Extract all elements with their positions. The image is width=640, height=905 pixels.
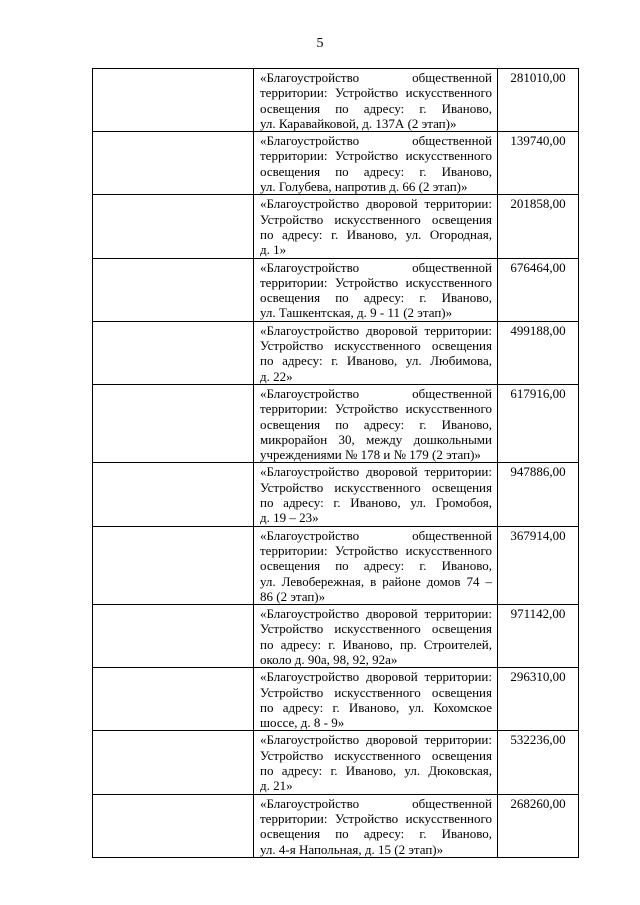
empty-cell (93, 526, 254, 604)
description-line: территории: Устройство искусственного (260, 85, 492, 101)
description-line: по адресу: г. Иваново, ул. Кохомское (260, 699, 492, 715)
table-row (93, 526, 579, 604)
description-line: «Благоустройство дворовой территории: (260, 196, 492, 212)
description-line: 86 (2 этап)» (260, 588, 326, 604)
amount: 201858,00 (498, 195, 579, 258)
description-line: д. 1» (260, 242, 287, 258)
description-line: по адресу: г. Иваново, ул. Дюковская, (260, 763, 492, 779)
table-body (93, 69, 579, 858)
description-line: Устройство искусственного освещения (260, 479, 492, 495)
table-row (93, 794, 579, 857)
description-line: освещения по адресу: г. Иваново, (260, 163, 492, 179)
empty-cell (93, 668, 254, 731)
amount: 971142,00 (498, 605, 579, 668)
project-description (254, 526, 498, 604)
description-line: по адресу: г. Иваново, ул. Любимова, (260, 353, 492, 369)
empty-cell (93, 321, 254, 384)
description-line: «Благоустройство общественной (260, 527, 492, 543)
description-line: Устройство искусственного освещения (260, 338, 492, 354)
description-line: освещения по адресу: г. Иваново, (260, 290, 492, 306)
project-description (254, 132, 498, 195)
table-row (93, 668, 579, 731)
description-line: освещения по адресу: г. Иваново, (260, 826, 492, 842)
empty-cell (93, 69, 254, 132)
empty-cell (93, 794, 254, 857)
description-line: ул. 4-я Напольная, д. 15 (2 этап)» (260, 841, 444, 857)
table-row (93, 384, 579, 462)
description-line: ул. Голубева, напротив д. 66 (2 этап)» (260, 179, 468, 195)
description-line: территории: Устройство искусственного (260, 542, 492, 558)
amount: 617916,00 (498, 384, 579, 462)
project-description (254, 258, 498, 321)
description-line: Устройство искусственного освещения (260, 684, 492, 700)
description-line: территории: Устройство искусственного (260, 274, 492, 290)
table-row (93, 258, 579, 321)
description-line: «Благоустройство дворовой территории: (260, 464, 492, 480)
empty-cell (93, 605, 254, 668)
description-line: территории: Устройство искусственного (260, 401, 492, 417)
description-line: по адресу: г. Иваново, пр. Строителей, (260, 636, 492, 652)
table-row (93, 731, 579, 794)
page-number: 5 (316, 36, 324, 51)
description-line: освещения по адресу: г. Иваново, (260, 558, 492, 574)
description-line: территории: Устройство искусственного (260, 148, 492, 164)
description-line: д. 21» (260, 778, 293, 794)
project-description (254, 605, 498, 668)
table-row (93, 321, 579, 384)
table-row (93, 195, 579, 258)
description-line: «Благоустройство дворовой территории: (260, 732, 492, 748)
table-row (93, 605, 579, 668)
amount: 947886,00 (498, 463, 579, 526)
project-description (254, 384, 498, 462)
description-line: шоссе, д. 8 - 9» (260, 715, 345, 731)
description-line: «Благоустройство общественной (260, 133, 492, 149)
table-row (93, 132, 579, 195)
amount: 139740,00 (498, 132, 579, 195)
description-line: «Благоустройство общественной (260, 795, 492, 811)
empty-cell (93, 463, 254, 526)
description-line: Устройство искусственного освещения (260, 747, 492, 763)
table-row (93, 69, 579, 132)
description-line: Устройство искусственного освещения (260, 211, 492, 227)
description-line: около д. 90а, 98, 92, 92а» (260, 651, 398, 667)
project-description (254, 321, 498, 384)
description-line: ул. Ташкентская, д. 9 - 11 (2 этап)» (260, 305, 453, 321)
project-description (254, 463, 498, 526)
description-line: д. 19 – 23» (260, 510, 319, 526)
description-line: «Благоустройство общественной (260, 259, 492, 275)
description-line: освещения по адресу: г. Иваново, (260, 100, 492, 116)
empty-cell (93, 731, 254, 794)
empty-cell (93, 384, 254, 462)
project-description (254, 195, 498, 258)
description-line: по адресу: г. Иваново, ул. Огородная, (260, 226, 492, 242)
description-line: освещения по адресу: г. Иваново, (260, 416, 492, 432)
description-line: ул. Левобережная, в районе домов 74 – (260, 573, 492, 589)
description-line: «Благоустройство общественной (260, 70, 492, 85)
amount: 296310,00 (498, 668, 579, 731)
empty-cell (93, 258, 254, 321)
description-line: микрорайон 30, между дошкольными (260, 431, 492, 447)
description-line: «Благоустройство дворовой территории: (260, 606, 492, 622)
description-line: ул. Каравайковой, д. 137А (2 этап)» (260, 115, 457, 131)
empty-cell (93, 195, 254, 258)
description-line: по адресу: г. Иваново, ул. Громобоя, (260, 495, 492, 511)
empty-cell (93, 132, 254, 195)
project-description (254, 794, 498, 857)
project-description (254, 668, 498, 731)
amount: 532236,00 (498, 731, 579, 794)
amount: 676464,00 (498, 258, 579, 321)
description-line: учреждениями № 178 и № 179 (2 этап)» (260, 447, 481, 463)
description-line: «Благоустройство дворовой территории: (260, 669, 492, 685)
description-line: д. 22» (260, 368, 293, 384)
description-line: территории: Устройство искусственного (260, 810, 492, 826)
project-description (254, 731, 498, 794)
amount: 499188,00 (498, 321, 579, 384)
amount: 367914,00 (498, 526, 579, 604)
projects-table (92, 68, 579, 858)
table-row (93, 463, 579, 526)
amount: 268260,00 (498, 794, 579, 857)
description-line: «Благоустройство дворовой территории: (260, 322, 492, 338)
description-line: «Благоустройство общественной (260, 385, 492, 401)
amount: 281010,00 (498, 69, 579, 132)
project-description (254, 69, 498, 132)
description-line: Устройство искусственного освещения (260, 621, 492, 637)
